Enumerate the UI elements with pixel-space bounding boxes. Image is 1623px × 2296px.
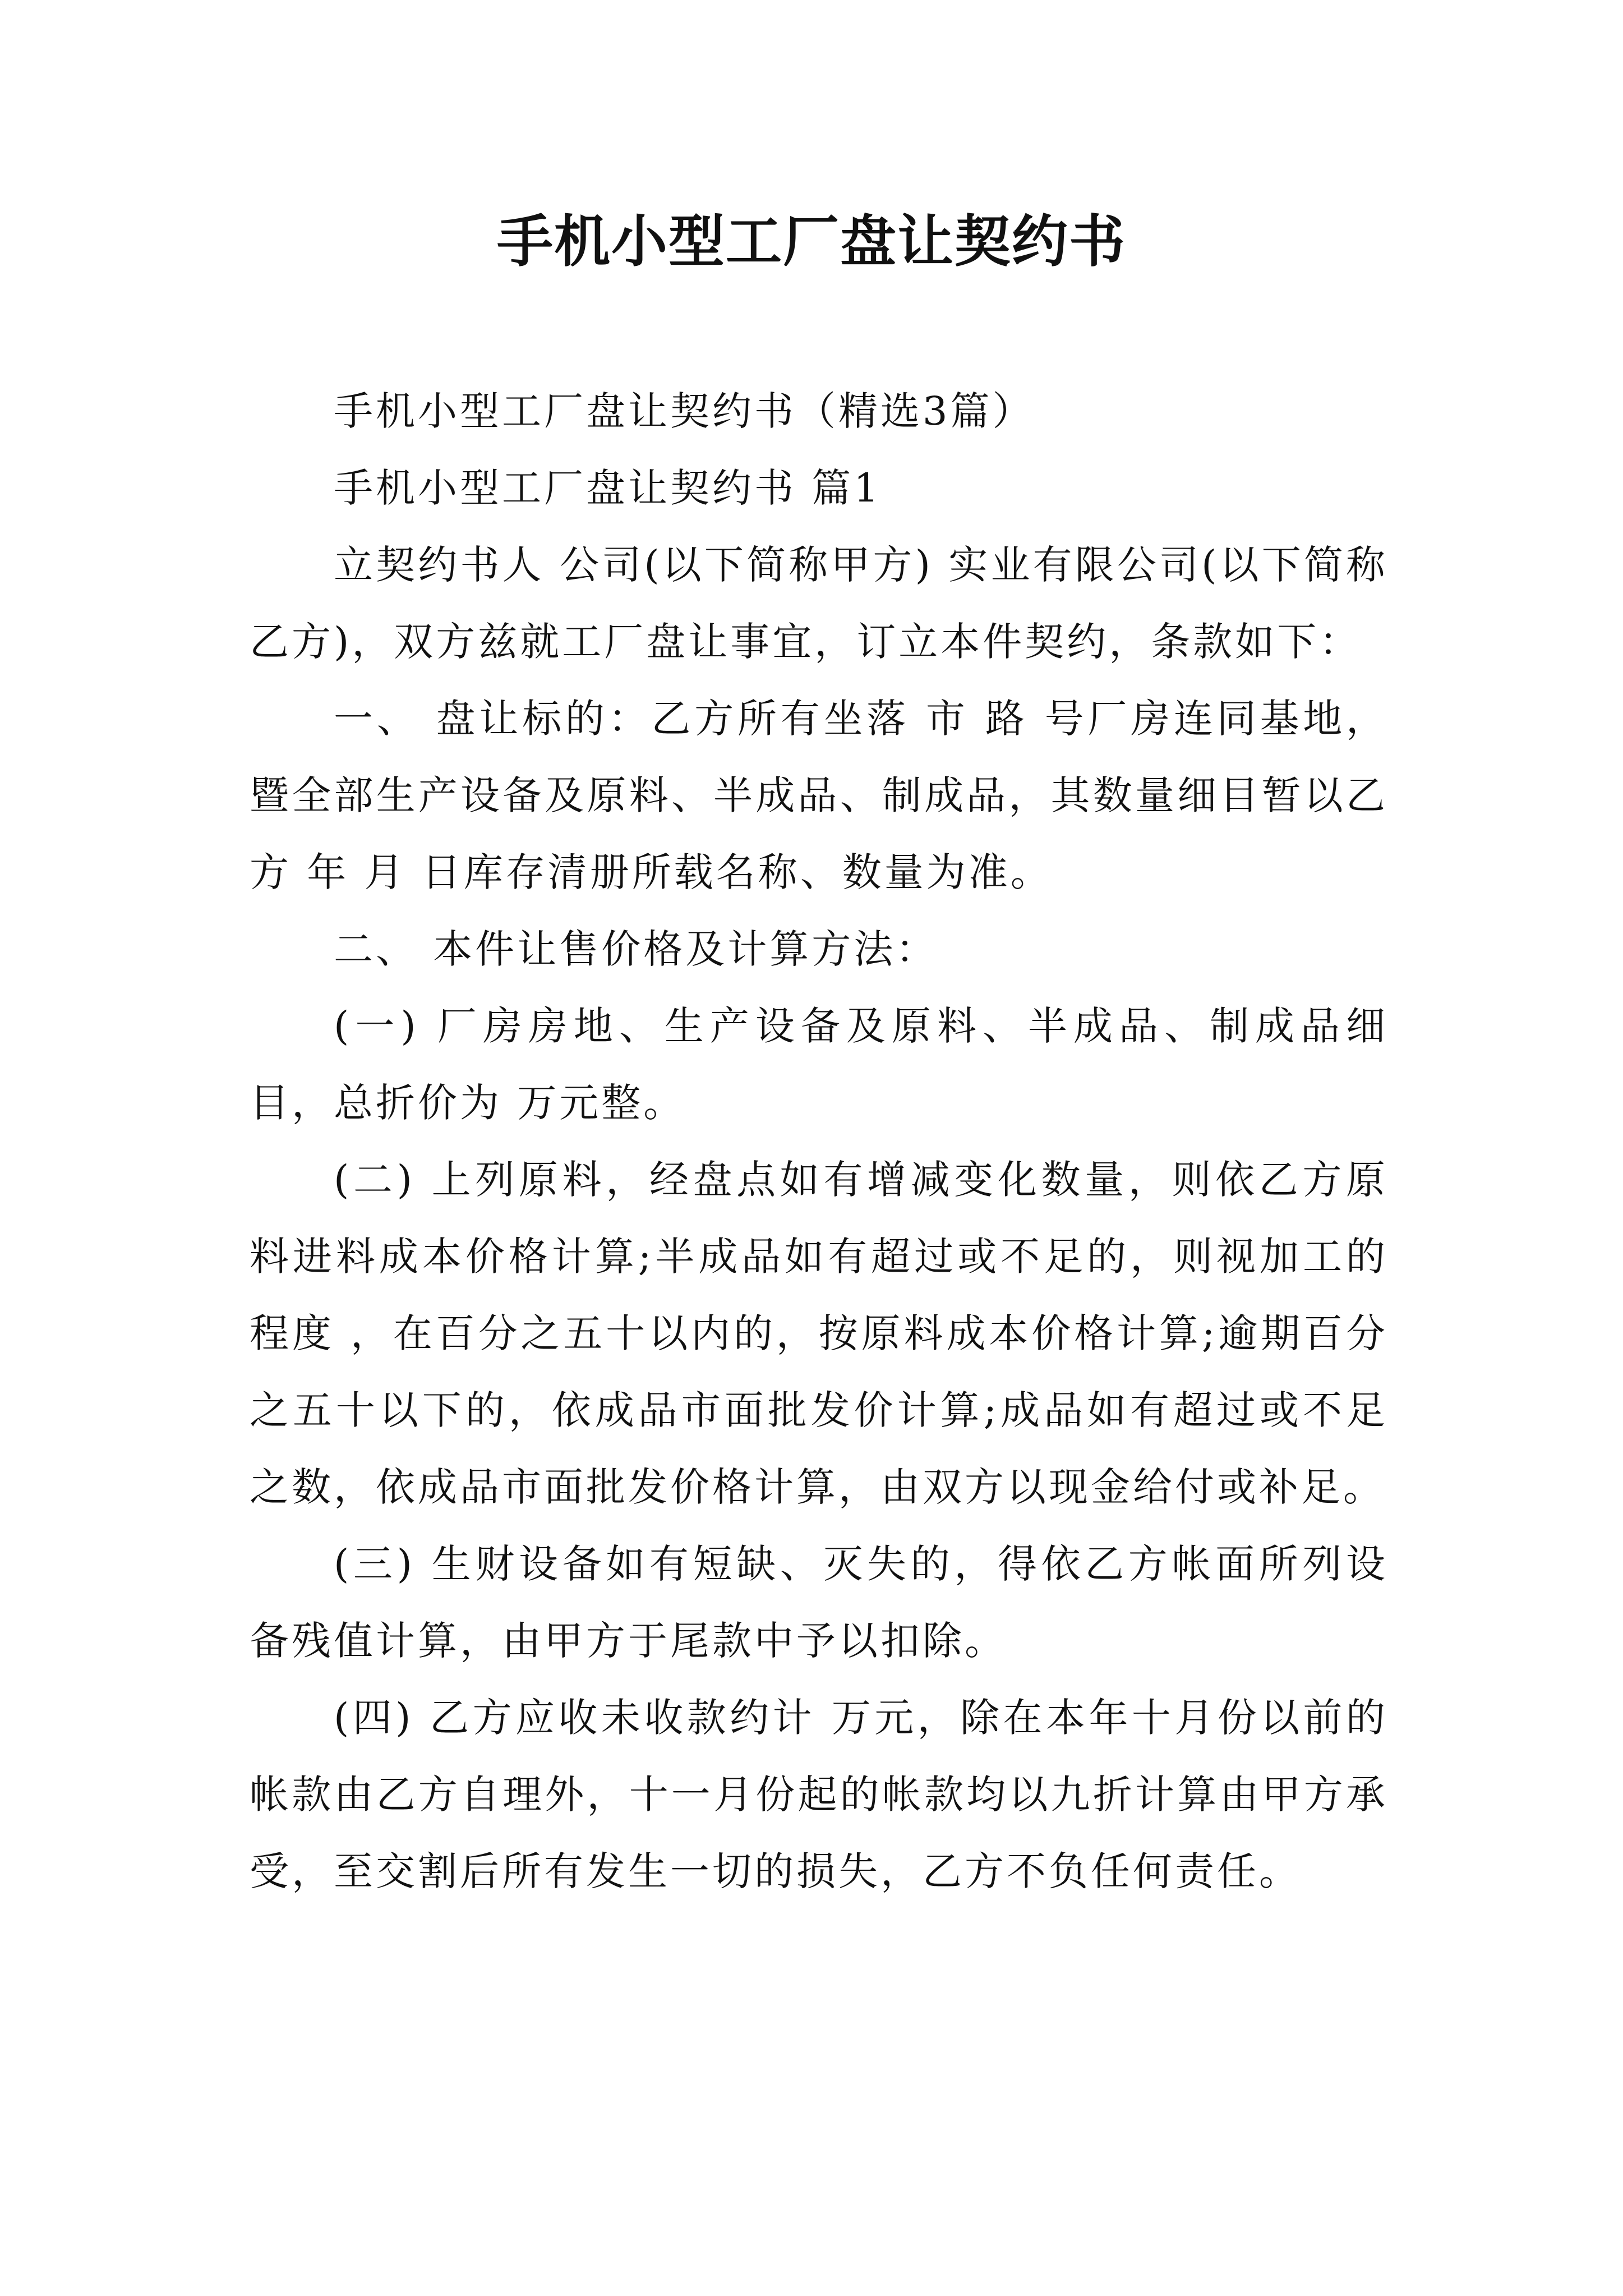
clause-subject: 一、 盘让标的：乙方所有坐落 市 路 号厂房连同基地，暨全部生产设备及原料、半成品、制成品，其数量细目暂以乙方 年 月 日库存清册所载名称、数量为准。	[250, 696, 1388, 895]
document-body	[250, 373, 1388, 1910]
clause-item-4: (四) 乙方应收未收款约计 万元，除在本年十月份以前的帐款由乙方自理外，十一月份起的帐款均以九折计算由甲方承受，至交割后所有发生一切的损失，乙方不负任何责任。	[250, 1695, 1388, 1894]
clause-price-heading: 二、 本件让售价格及计算方法：	[334, 926, 938, 972]
contract-preamble: 立契约书人 公司(以下简称甲方) 实业有限公司(以下简称乙方)，双方兹就工厂盘让事宜，订立本件契约，条款如下：	[250, 542, 1388, 665]
collection-heading: 手机小型工厂盘让契约书（精选3篇）	[334, 388, 1035, 434]
clause-item-1: (一) 厂房房地、生产设备及原料、半成品、制成品细目，总折价为 万元整。	[250, 1003, 1388, 1126]
clause-item-3: (三) 生财设备如有短缺、灭失的，得依乙方帐面所列设备残值计算，由甲方于尾款中予以扣除。	[250, 1541, 1388, 1664]
clause-item-2: (二) 上列原料，经盘点如有增减变化数量，则依乙方原料进料成本价格计算;半成品如有超过或不足的，则视加工的程度 ，在百分之五十以内的，按原料成本价格计算;逾期百分之五十以下的，依成品市面批发价计算;成品如有超过或不足之数，依成品市面批发价格计算，由双方以现金给付或补足。	[250, 1157, 1388, 1510]
document-title: 手机小型工厂盘让契约书	[497, 208, 1126, 274]
section-heading: 手机小型工厂盘让契约书 篇1	[334, 465, 882, 511]
